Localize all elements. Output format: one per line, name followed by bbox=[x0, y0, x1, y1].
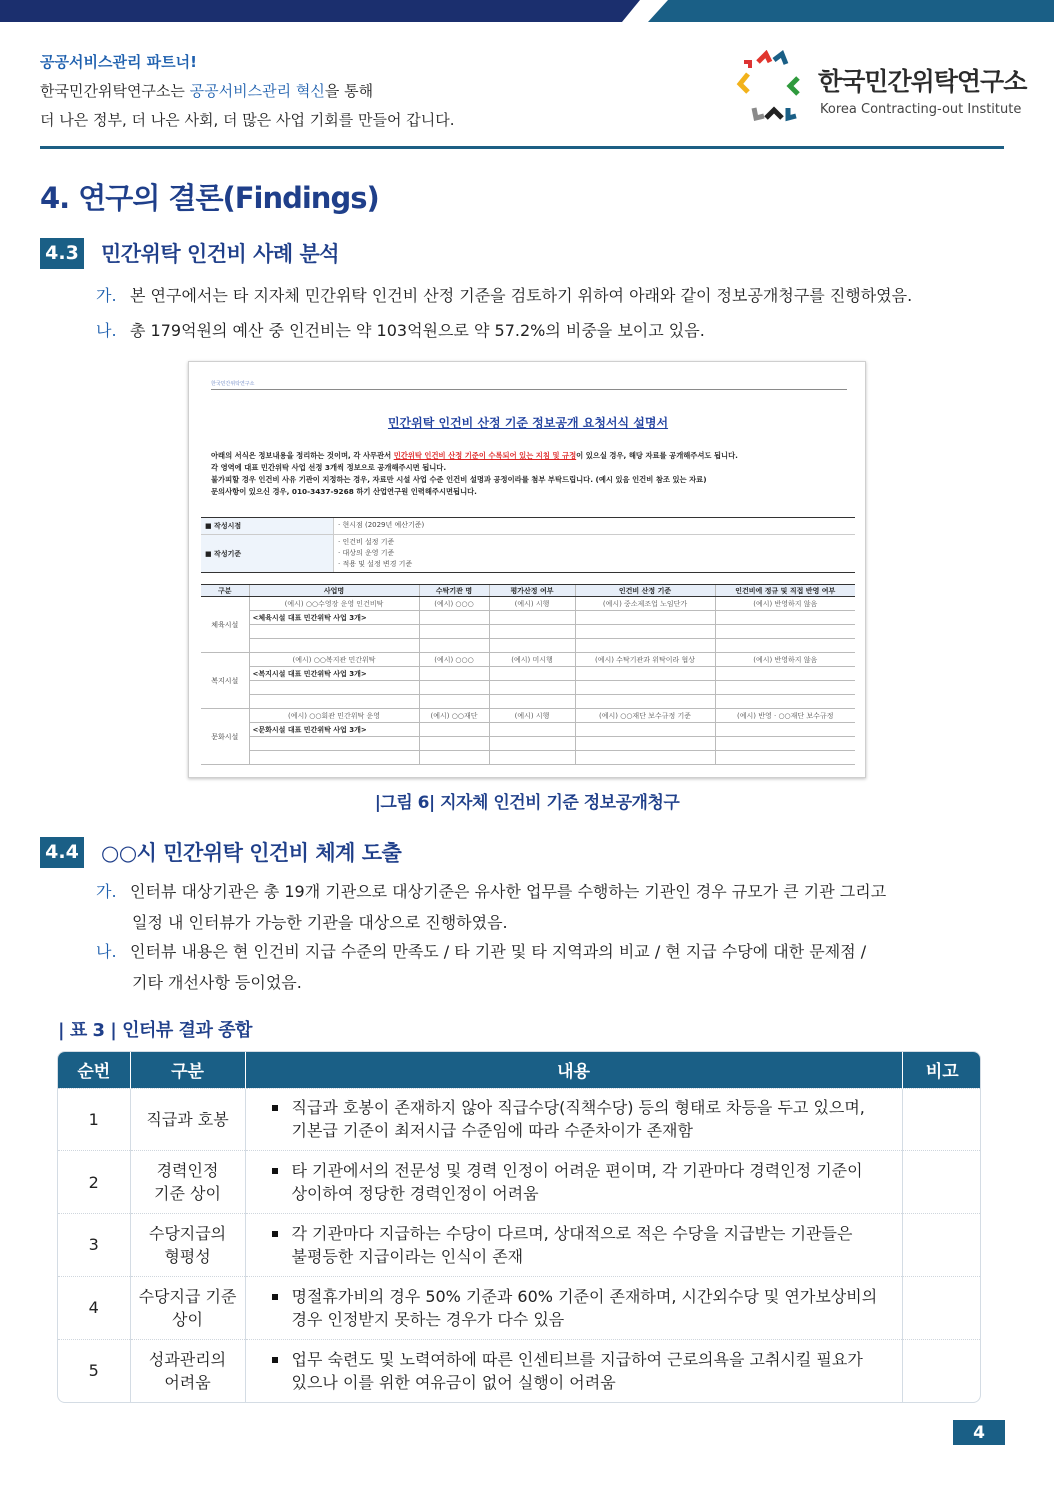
instruction-line: 각 영역에 대표 민간위탁 사업 선정 3개씩 정보으로 공개해주시면 됩니다. bbox=[211, 463, 447, 472]
form-empty-cell bbox=[715, 681, 855, 695]
paragraph-item bbox=[96, 280, 956, 311]
paragraph-item bbox=[96, 315, 956, 346]
info-value bbox=[333, 535, 855, 572]
paragraph-text: 본 연구에서는 타 지자체 민간위탁 인건비 산정 기준을 검토하기 위하여 아래와 같이 정보공개청구를 진행하였음. bbox=[130, 286, 913, 305]
form-table-row bbox=[201, 639, 855, 653]
row-content bbox=[245, 1214, 902, 1277]
form-table-row bbox=[201, 667, 855, 681]
form-table-row bbox=[201, 625, 855, 639]
form-empty-cell bbox=[489, 625, 575, 639]
form-example-cell: (예시) ○○회관 민간위탁 운영 bbox=[249, 709, 419, 723]
section-heading-4-3 bbox=[40, 237, 339, 269]
form-example-cell: (예시) 시행 bbox=[489, 597, 575, 611]
info-row bbox=[201, 518, 855, 535]
form-empty-cell bbox=[575, 639, 715, 653]
chapter-title: 4. 연구의 결론(Findings) bbox=[40, 181, 379, 215]
row-number: 5 bbox=[58, 1339, 130, 1402]
info-line: · 현시점 (2029년 예산기준) bbox=[338, 521, 425, 529]
item-marker: 가. bbox=[96, 286, 117, 305]
content-bullet bbox=[272, 1096, 892, 1142]
form-example-cell: (예시) ○○복지관 민간위탁 bbox=[249, 653, 419, 667]
form-empty-cell bbox=[575, 695, 715, 709]
form-empty-cell bbox=[249, 625, 419, 639]
row-content bbox=[245, 1339, 902, 1402]
form-empty-cell bbox=[419, 751, 489, 765]
form-example-cell: (예시) 수탁기관과 위탁이라 협상 bbox=[575, 653, 715, 667]
form-empty-cell bbox=[249, 737, 419, 751]
column-header: 구분 bbox=[130, 1052, 245, 1088]
category-line: 성과관리의 bbox=[148, 1349, 227, 1369]
form-example-cell: (예시) 반영 · ○○재단 보수규정 bbox=[715, 709, 855, 723]
content-bullet bbox=[272, 1285, 892, 1331]
form-empty-cell bbox=[489, 695, 575, 709]
logo-korean-name: 한국민간위탁연구소 bbox=[818, 67, 1027, 96]
form-example-cell: (예시) 반영하지 않음 bbox=[715, 653, 855, 667]
logo-english-name: Korea Contracting-out Institute bbox=[820, 102, 1022, 117]
row-category bbox=[130, 1088, 245, 1151]
row-note bbox=[902, 1088, 981, 1151]
form-header-cell: 구분 bbox=[201, 585, 249, 597]
instruction-highlight: 민간위탁 인건비 산정 기준이 수록되어 있는 지침 및 규정 bbox=[393, 451, 577, 460]
table-row bbox=[58, 1151, 981, 1214]
form-category-cell: 체육시설 bbox=[201, 597, 249, 653]
form-header-cell: 인건비에 정규 및 직접 반영 여부 bbox=[715, 585, 855, 597]
form-empty-cell bbox=[575, 681, 715, 695]
form-header-cell: 인건비 산정 기준 bbox=[575, 585, 715, 597]
logo-mark-icon bbox=[736, 50, 806, 124]
section-number: 4.3 bbox=[40, 238, 84, 269]
row-note bbox=[902, 1276, 981, 1339]
form-empty-cell bbox=[419, 723, 489, 737]
form-empty-cell bbox=[575, 625, 715, 639]
row-note bbox=[902, 1339, 981, 1402]
form-empty-cell bbox=[489, 737, 575, 751]
row-content bbox=[245, 1088, 902, 1151]
paragraph-text: 인터뷰 대상기관은 총 19개 기관으로 대상기준은 유사한 업무를 수행하는 기관인 경우 규모가 큰 기관 그리고 bbox=[130, 882, 887, 901]
item-marker: 나. bbox=[96, 942, 117, 961]
category-line: 어려움 bbox=[164, 1372, 211, 1392]
form-category-cell: 복지시설 bbox=[201, 653, 249, 709]
info-line: · 대상의 운영 기준 bbox=[338, 549, 395, 557]
category-line: 경력인정 bbox=[156, 1161, 219, 1181]
table-row bbox=[58, 1214, 981, 1277]
content-line: 있으나 이를 위한 여유금이 없어 실행이 어려움 bbox=[291, 1372, 616, 1392]
interview-results-table bbox=[57, 1051, 981, 1403]
form-empty-cell bbox=[249, 751, 419, 765]
form-empty-cell bbox=[715, 723, 855, 737]
form-table-row bbox=[201, 723, 855, 737]
column-header: 내용 bbox=[245, 1052, 902, 1088]
category-line: 기준 상이 bbox=[154, 1184, 221, 1204]
partner-slogan: 공공서비스관리 파트너! bbox=[40, 53, 197, 71]
info-line: · 적용 및 설정 변경 기준 bbox=[338, 560, 413, 568]
form-empty-cell bbox=[715, 625, 855, 639]
form-empty-cell bbox=[575, 737, 715, 751]
paragraph-text: 인터뷰 내용은 현 인건비 지급 수준의 만족도 / 타 기관 및 타 지역과의 비교 / 현 지급 수당에 대한 문제점 / bbox=[130, 942, 867, 961]
form-example-cell: (예시) ○○○ bbox=[419, 653, 489, 667]
info-value bbox=[333, 518, 855, 534]
row-note bbox=[902, 1214, 981, 1277]
form-example-cell: (예시) ○○재단 보수규정 기준 bbox=[575, 709, 715, 723]
section-title: 민간위탁 인건비 사례 분석 bbox=[101, 242, 340, 266]
row-category bbox=[130, 1214, 245, 1277]
form-example-cell: (예시) 미시행 bbox=[489, 653, 575, 667]
section-heading-4-4 bbox=[40, 836, 401, 868]
category-line: 직급과 호봉 bbox=[146, 1109, 229, 1129]
form-empty-cell bbox=[715, 737, 855, 751]
form-table-row bbox=[201, 709, 855, 723]
form-category-cell: 문화시설 bbox=[201, 709, 249, 765]
row-category bbox=[130, 1339, 245, 1402]
row-category bbox=[130, 1276, 245, 1339]
institute-logo bbox=[736, 50, 1027, 126]
form-example-cell: (예시) ○○○ bbox=[419, 597, 489, 611]
form-empty-cell bbox=[419, 737, 489, 751]
form-table-row bbox=[201, 751, 855, 765]
form-empty-cell bbox=[419, 639, 489, 653]
content-line: 타 기관에서의 전문성 및 경력 인정이 어려운 편이며, 각 기관마다 경력인정 기준이 bbox=[291, 1161, 863, 1181]
figure-header-text: 한국민간위탁연구소 bbox=[211, 381, 255, 387]
paragraph-text: 총 179억원의 예산 중 인건비는 약 103억원으로 약 57.2%의 비중을 보이고 있음. bbox=[130, 321, 705, 340]
form-table-row bbox=[201, 695, 855, 709]
paragraph-item bbox=[96, 876, 956, 938]
category-line: 형평성 bbox=[164, 1246, 211, 1266]
figure-request-form bbox=[188, 361, 866, 778]
column-header: 순번 bbox=[58, 1052, 130, 1088]
row-note bbox=[902, 1151, 981, 1214]
column-header: 비고 bbox=[902, 1052, 981, 1088]
instruction-text: 이 있으실 경우, 해당 자료를 공개해주셔도 됩니다. bbox=[576, 451, 738, 460]
content-line: 업무 숙련도 및 노력여하에 따른 인센티브를 지급하여 근로의욕을 고취시킬 필요가 bbox=[291, 1349, 863, 1369]
form-example-cell: (예시) ○○재단 bbox=[419, 709, 489, 723]
section-title: ○○시 민간위탁 인건비 체계 도출 bbox=[101, 841, 402, 865]
form-empty-cell bbox=[575, 611, 715, 625]
table-row bbox=[58, 1339, 981, 1402]
figure-instructions bbox=[211, 450, 851, 498]
content-line: 기본급 기준이 최저시급 수준임에 따라 수준차이가 존재함 bbox=[291, 1121, 693, 1141]
form-empty-cell bbox=[575, 667, 715, 681]
form-group-label: <문화시설 대표 민간위탁 사업 3개> bbox=[249, 723, 419, 737]
category-line: 상이 bbox=[172, 1309, 203, 1329]
form-table-row bbox=[201, 597, 855, 611]
row-number: 2 bbox=[58, 1151, 130, 1214]
info-row bbox=[201, 535, 855, 572]
form-empty-cell bbox=[419, 681, 489, 695]
form-empty-cell bbox=[489, 611, 575, 625]
form-empty-cell bbox=[489, 639, 575, 653]
tagline-line2: 더 나은 정부, 더 나은 사회, 더 많은 사업 기회를 만들어 갑니다. bbox=[40, 111, 455, 129]
paragraph-continuation: 일정 내 인터뷰가 가능한 기관을 대상으로 진행하였음. bbox=[132, 913, 508, 932]
table-row bbox=[58, 1276, 981, 1339]
content-bullet bbox=[272, 1348, 892, 1394]
form-header-cell: 평가산정 여부 bbox=[489, 585, 575, 597]
form-empty-cell bbox=[715, 751, 855, 765]
content-bullet bbox=[272, 1222, 892, 1268]
form-group-label: <복지시설 대표 민간위탁 사업 3개> bbox=[249, 667, 419, 681]
form-example-cell: (예시) 시행 bbox=[489, 709, 575, 723]
form-empty-cell bbox=[489, 751, 575, 765]
form-example-cell: (예시) 반영하지 않음 bbox=[715, 597, 855, 611]
table-header-row bbox=[58, 1052, 981, 1088]
form-example-cell: (예시) ○○수영장 운영 인건비탁 bbox=[249, 597, 419, 611]
figure-form-table bbox=[201, 584, 855, 765]
header-divider bbox=[40, 146, 1004, 149]
form-example-cell: (예시) 중소제조업 노임단가 bbox=[575, 597, 715, 611]
page-number: 4 bbox=[953, 1420, 1005, 1445]
form-empty-cell bbox=[419, 695, 489, 709]
figure-form-title: 민간위탁 인건비 산정 기준 정보공개 요청서식 설명서 bbox=[387, 416, 669, 430]
form-empty-cell bbox=[249, 639, 419, 653]
instruction-text: 아래의 서식은 정보내용을 정리하는 것이며, 각 사무관서 bbox=[211, 451, 394, 460]
form-table-header bbox=[201, 585, 855, 597]
info-label: ■ 작성기준 bbox=[201, 535, 333, 572]
info-label: ■ 작성시점 bbox=[201, 518, 333, 534]
content-line: 명절휴가비의 경우 50% 기준과 60% 기준이 존재하며, 시간외수당 및 연가보상비의 bbox=[291, 1286, 878, 1306]
row-content bbox=[245, 1151, 902, 1214]
form-empty-cell bbox=[489, 723, 575, 737]
form-empty-cell bbox=[249, 695, 419, 709]
tagline-highlight: 공공서비스관리 혁신 bbox=[189, 82, 325, 100]
tagline-text: 한국민간위탁연구소는 bbox=[40, 82, 190, 100]
row-category bbox=[130, 1151, 245, 1214]
form-empty-cell bbox=[249, 681, 419, 695]
table-row bbox=[58, 1088, 981, 1151]
form-empty-cell bbox=[575, 723, 715, 737]
form-table-row bbox=[201, 653, 855, 667]
figure-header-rule bbox=[211, 389, 847, 390]
row-number: 1 bbox=[58, 1088, 130, 1151]
paragraph-continuation: 기타 개선사항 등이었음. bbox=[132, 973, 302, 992]
figure-caption: |그림 6| 지자체 인건비 기준 정보공개청구 bbox=[374, 793, 680, 813]
info-line: · 인건비 설정 기준 bbox=[338, 538, 395, 546]
section-number: 4.4 bbox=[40, 837, 84, 868]
row-content bbox=[245, 1276, 902, 1339]
paragraph-item bbox=[96, 936, 956, 998]
row-number: 4 bbox=[58, 1276, 130, 1339]
form-empty-cell bbox=[575, 751, 715, 765]
category-line: 수당지급 기준 bbox=[138, 1286, 237, 1306]
content-line: 각 기관마다 지급하는 수당이 다르며, 상대적으로 적은 수당을 지급받는 기관들은 bbox=[291, 1223, 853, 1243]
instruction-line: 문의사항이 있으신 경우, 010-3437-9268 하기 산업연구원 인력해주시면됩니다. bbox=[211, 487, 477, 496]
content-line: 직급과 호봉이 존재하지 않아 직급수당(직책수당) 등의 형태로 차등을 두고 있으며, bbox=[291, 1098, 865, 1118]
form-empty-cell bbox=[489, 681, 575, 695]
content-line: 경우 인정받지 못하는 경우가 다수 있음 bbox=[291, 1309, 565, 1329]
tagline-text: 을 통해 bbox=[324, 82, 374, 100]
header-tagline bbox=[40, 48, 680, 135]
form-group-label: <체육시설 대표 민간위탁 사업 3개> bbox=[249, 611, 419, 625]
top-banner bbox=[0, 0, 1054, 22]
item-marker: 가. bbox=[96, 882, 117, 901]
instruction-line: 불가피할 경우 인건비 사유 기관이 지정하는 경우, 자료만 시설 사업 수준 인건비 설명과 공정이라를 첨부 부탁드립니다. (예시 있음 인건비 참조 있는 자료) bbox=[211, 475, 707, 484]
content-line: 상이하여 정당한 경력인정이 어려움 bbox=[291, 1184, 539, 1204]
category-line: 수당지급의 bbox=[148, 1223, 227, 1243]
form-empty-cell bbox=[419, 625, 489, 639]
form-empty-cell bbox=[715, 695, 855, 709]
form-header-cell: 수탁기관 명 bbox=[419, 585, 489, 597]
form-table-row bbox=[201, 737, 855, 751]
item-marker: 나. bbox=[96, 321, 117, 340]
form-empty-cell bbox=[715, 639, 855, 653]
row-number: 3 bbox=[58, 1214, 130, 1277]
figure-info-box bbox=[201, 517, 855, 573]
form-table-row bbox=[201, 681, 855, 695]
content-line: 불평등한 지급이라는 인식이 존재 bbox=[291, 1246, 524, 1266]
form-empty-cell bbox=[489, 667, 575, 681]
form-empty-cell bbox=[419, 611, 489, 625]
form-header-cell: 사업명 bbox=[249, 585, 419, 597]
form-empty-cell bbox=[715, 611, 855, 625]
content-bullet bbox=[272, 1159, 892, 1205]
table-title: | 표 3 | 인터뷰 결과 종합 bbox=[58, 1020, 252, 1041]
form-table-row bbox=[201, 611, 855, 625]
form-empty-cell bbox=[419, 667, 489, 681]
form-empty-cell bbox=[715, 667, 855, 681]
